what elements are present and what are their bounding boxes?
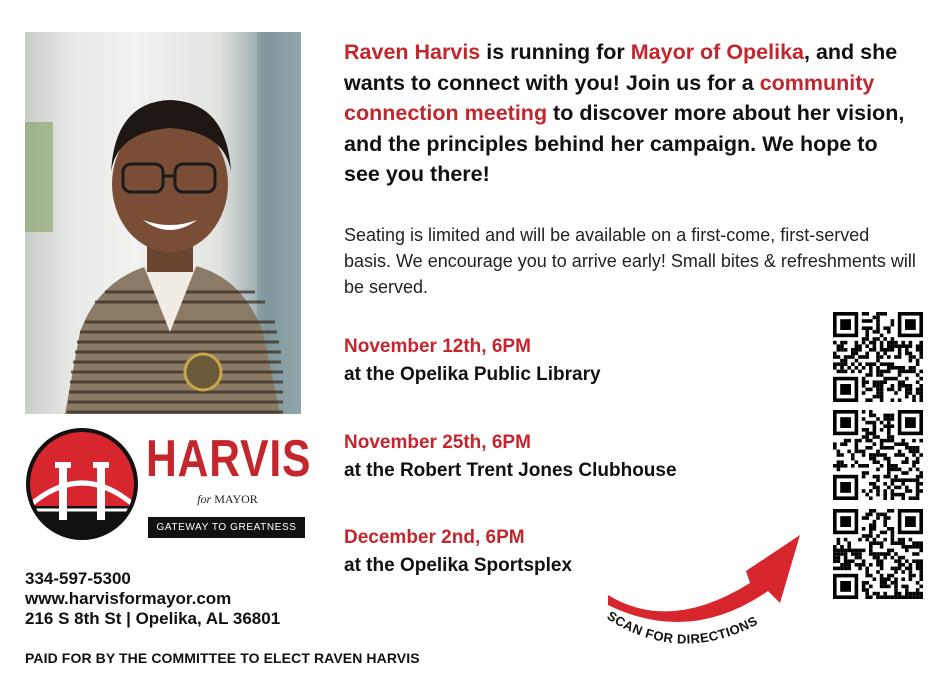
event-venue: at the Opelika Sportsplex — [344, 555, 573, 576]
website-url: www.harvisformayor.com — [25, 589, 232, 608]
event-3 — [344, 524, 572, 580]
qr-code-library[interactable] — [833, 312, 923, 402]
event-date: November 25th, 6PM — [344, 432, 531, 453]
scan-for-directions-label — [598, 590, 788, 670]
office-title: Mayor of Opelika — [630, 40, 804, 64]
logo-for-mayor: for MAYOR — [197, 492, 258, 506]
candidate-photo — [25, 32, 301, 414]
event-1 — [344, 333, 601, 389]
contact-info — [25, 569, 280, 629]
svg-text:SCAN FOR DIRECTIONS: SCAN FOR DIRECTIONS — [604, 607, 761, 647]
logo-tagline: GATEWAY TO GREATNESS — [148, 517, 305, 538]
qr-code-clubhouse[interactable] — [833, 410, 923, 500]
logo-wordmark: HARVIS — [146, 430, 312, 488]
qr-code-sportsplex[interactable] — [833, 509, 923, 599]
event-venue: at the Opelika Public Library — [344, 364, 601, 385]
event-date: December 2nd, 6PM — [344, 527, 525, 548]
paid-disclaimer: PAID FOR BY THE COMMITTEE TO ELECT RAVEN HARVIS — [25, 650, 420, 666]
street-address: 216 S 8th St | Opelika, AL 36801 — [25, 609, 281, 628]
meeting-name: community connection meeting — [344, 70, 875, 125]
seating-details: Seating is limited and will be available on a first-come, first-served basis. We encourage you to arrive early! Small bites & refreshments will be served. — [344, 225, 916, 297]
event-2 — [344, 429, 677, 485]
candidate-name: Raven Harvis — [344, 40, 481, 64]
portrait-illustration — [25, 32, 301, 414]
intro-paragraph: Raven Harvis is running for Mayor of Opelika, and she wants to connect with you! Join us for a community connection meeting to discover more about her vision, and the principles behind her campaign. We hope to see you there! — [344, 40, 905, 186]
event-venue: at the Robert Trent Jones Clubhouse — [344, 460, 677, 481]
phone-number: 334-597-5300 — [25, 569, 131, 588]
event-date: November 12th, 6PM — [344, 336, 531, 357]
